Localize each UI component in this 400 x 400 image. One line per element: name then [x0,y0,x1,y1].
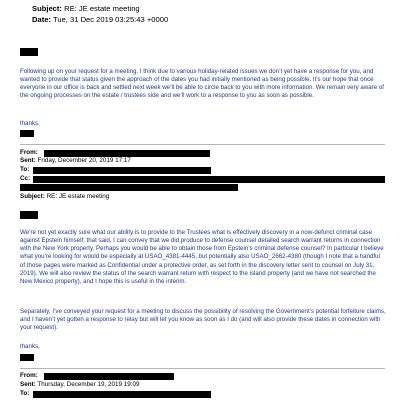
redacted-from-2 [44,373,174,380]
forward2-sent-value: Thursday, December 19, 2019 19:09 [37,381,140,388]
date-value: Tue, 31 Dec 2019 03:25:43 +0000 [52,15,169,24]
redacted-cc-line1 [33,176,385,183]
forward1-sent-label: Sent: [20,157,36,164]
forward2-from [20,372,38,380]
forward2-sent-label: Sent: [20,381,36,388]
forward1-paragraph2: Separately, I’ve conveyed your request for a meeting to discuss the possibility of resolving the Government’s potential forfeiture claims, and I haven’t yet gotten a response to relay but will let you know as soon as I do (and will also provide these dates in connection with your request). [20,308,386,332]
forward2-sent [20,381,139,389]
date-label: Date: [32,15,51,24]
forward2-to-label: To: [20,390,30,397]
forward1-subject [20,193,109,201]
forward1-subject-label: Subject: [20,193,45,200]
subject-label: Subject: [32,4,62,13]
forward2-from-label: From: [20,372,38,379]
forward1-from [20,149,38,157]
forward2-to [20,390,29,398]
forward1-subject-value: RE: JE estate meeting [46,193,110,200]
forward1-signoff: thanks, [20,343,40,350]
forward1-cc-label: Cc: [20,175,31,182]
redacted-signature [20,130,34,137]
forward1-to-label: To: [20,166,30,173]
forward1-sent-value: Friday, December 20, 2019 17:17 [37,157,131,164]
redacted-to-2 [33,391,211,398]
redacted-salutation-2 [20,211,38,219]
forward1-to [20,166,29,174]
forward1-cc [20,175,30,183]
forward1-paragraph1: We’re not yet exactly sure what our ability is to provide to the Trustees what is effectively discovery in a now-defunct criminal case against Epstein himself; that said, I can convey that we did produce to defense counsel detailed search warrant returns in connection with the New York property. Perhaps you would be able to obtain those from Epstein’s criminal defense counsel? In particular I believe what you’re looking for would be especially at USAO_4381-4445, but potentially also USAO_2662-4380 (though I note that a handful of those pages were marked as Confidential under a protective order, as set forth in the discovery letter sent to counsel on July 31, 2019). We will also review the status of the search warrant return with respect to the island property (and we have not searched the New Mexico property), and I hope this is useful in the interim. [20,229,384,285]
redacted-cc-line2 [20,184,238,191]
reply-signoff: thanks, [20,120,40,127]
redacted-to [33,167,211,174]
forward1-from-label: From: [20,149,38,156]
reply-paragraph: Following up on your request for a meeting, I think due to various holiday-related issues we don’t yet have a response for you, and wanted to provide that status given the approach of the dates you had initially mentioned as being possible. It’s our hope that once everyone in our office is back and settled next week we’ll be able to circle back to you with more information. We remain very aware of the ongoing processes on the estate / trustees side and we’ll work to a response to you as soon as possible. [20,68,384,100]
subject-value: RE: JE estate meeting [64,4,140,13]
redacted-signature-2 [20,354,34,361]
redacted-salutation [20,48,38,56]
email-separator [20,144,385,145]
email-separator-2 [20,368,385,369]
redacted-from [44,150,210,157]
subject-header [32,4,140,13]
forward1-sent [20,157,131,165]
date-header [32,15,168,24]
